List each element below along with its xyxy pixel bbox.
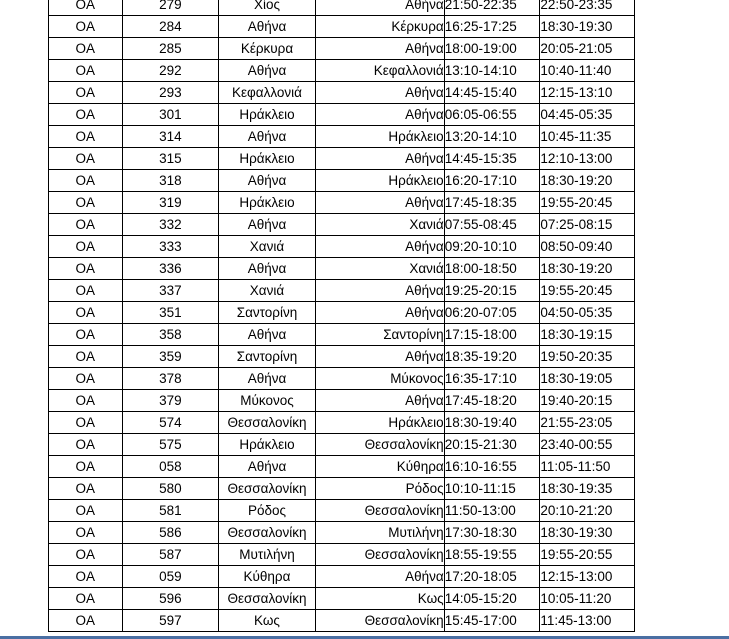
airline-cell: OA bbox=[49, 104, 123, 126]
airline-cell: OA bbox=[49, 500, 123, 522]
destination-cell: Σαντορίνη bbox=[315, 324, 444, 346]
time-window-1-cell: 15:45-17:00 bbox=[444, 610, 540, 632]
table-row bbox=[49, 522, 635, 544]
table-row bbox=[49, 456, 635, 478]
destination-cell: Θεσσαλονίκη bbox=[315, 610, 444, 632]
table-row bbox=[49, 346, 635, 368]
table-row bbox=[49, 192, 635, 214]
flight-number-cell: 333 bbox=[122, 236, 219, 258]
time-window-1-cell: 18:00-18:50 bbox=[444, 258, 540, 280]
airline-cell: OA bbox=[49, 60, 123, 82]
origin-cell: Ηράκλειο bbox=[219, 104, 316, 126]
origin-cell: Ηράκλειο bbox=[219, 434, 316, 456]
table-row bbox=[49, 236, 635, 258]
time-window-1-cell: 21:50-22:35 bbox=[444, 0, 540, 16]
time-window-2-cell: 10:45-11:35 bbox=[540, 126, 635, 148]
table-row bbox=[49, 170, 635, 192]
time-window-1-cell: 17:45-18:20 bbox=[444, 390, 540, 412]
origin-cell: Αθήνα bbox=[219, 258, 316, 280]
origin-cell: Ρόδος bbox=[219, 500, 316, 522]
time-window-2-cell: 18:30-19:15 bbox=[540, 324, 635, 346]
airline-cell: OA bbox=[49, 258, 123, 280]
time-window-1-cell: 13:10-14:10 bbox=[444, 60, 540, 82]
origin-cell: Μυτιλήνη bbox=[219, 544, 316, 566]
time-window-2-cell: 23:40-00:55 bbox=[540, 434, 635, 456]
table-row bbox=[49, 478, 635, 500]
time-window-1-cell: 20:15-21:30 bbox=[444, 434, 540, 456]
time-window-1-cell: 17:15-18:00 bbox=[444, 324, 540, 346]
airline-cell: OA bbox=[49, 544, 123, 566]
destination-cell: Κεφαλλονιά bbox=[315, 60, 444, 82]
time-window-1-cell: 16:20-17:10 bbox=[444, 170, 540, 192]
time-window-1-cell: 18:55-19:55 bbox=[444, 544, 540, 566]
airline-cell: OA bbox=[49, 434, 123, 456]
destination-cell: Αθήνα bbox=[315, 566, 444, 588]
destination-cell: Αθήνα bbox=[315, 236, 444, 258]
time-window-2-cell: 10:05-11:20 bbox=[540, 588, 635, 610]
time-window-2-cell: 18:30-19:30 bbox=[540, 16, 635, 38]
destination-cell: Θεσσαλονίκη bbox=[315, 544, 444, 566]
airline-cell: OA bbox=[49, 412, 123, 434]
origin-cell: Θεσσαλονίκη bbox=[219, 478, 316, 500]
table-row bbox=[49, 214, 635, 236]
airline-cell: OA bbox=[49, 478, 123, 500]
table-row bbox=[49, 324, 635, 346]
time-window-2-cell: 04:45-05:35 bbox=[540, 104, 635, 126]
airline-cell: OA bbox=[49, 302, 123, 324]
flight-number-cell: 301 bbox=[122, 104, 219, 126]
time-window-2-cell: 18:30-19:35 bbox=[540, 478, 635, 500]
time-window-2-cell: 22:50-23:35 bbox=[540, 0, 635, 16]
flight-number-cell: 279 bbox=[122, 0, 219, 16]
airline-cell: OA bbox=[49, 390, 123, 412]
table-row bbox=[49, 434, 635, 456]
airline-cell: OA bbox=[49, 82, 123, 104]
destination-cell: Αθήνα bbox=[315, 0, 444, 16]
flight-number-cell: 358 bbox=[122, 324, 219, 346]
table-row bbox=[49, 368, 635, 390]
destination-cell: Κύθηρα bbox=[315, 456, 444, 478]
origin-cell: Αθήνα bbox=[219, 60, 316, 82]
origin-cell: Κως bbox=[219, 610, 316, 632]
airline-cell: OA bbox=[49, 16, 123, 38]
table-row bbox=[49, 544, 635, 566]
time-window-1-cell: 18:00-19:00 bbox=[444, 38, 540, 60]
time-window-2-cell: 11:45-13:00 bbox=[540, 610, 635, 632]
table-row bbox=[49, 390, 635, 412]
origin-cell: Θεσσαλονίκη bbox=[219, 588, 316, 610]
flight-schedule-table bbox=[48, 0, 635, 632]
time-window-2-cell: 18:30-19:20 bbox=[540, 258, 635, 280]
table-row bbox=[49, 126, 635, 148]
time-window-1-cell: 16:35-17:10 bbox=[444, 368, 540, 390]
time-window-2-cell: 07:25-08:15 bbox=[540, 214, 635, 236]
table-row bbox=[49, 82, 635, 104]
origin-cell: Αθήνα bbox=[219, 214, 316, 236]
time-window-1-cell: 06:20-07:05 bbox=[444, 302, 540, 324]
destination-cell: Μυτιλήνη bbox=[315, 522, 444, 544]
time-window-1-cell: 17:30-18:30 bbox=[444, 522, 540, 544]
airline-cell: OA bbox=[49, 456, 123, 478]
flight-number-cell: 058 bbox=[122, 456, 219, 478]
table-row bbox=[49, 500, 635, 522]
airline-cell: OA bbox=[49, 588, 123, 610]
origin-cell: Κύθηρα bbox=[219, 566, 316, 588]
flight-number-cell: 580 bbox=[122, 478, 219, 500]
origin-cell: Θεσσαλονίκη bbox=[219, 412, 316, 434]
time-window-2-cell: 04:50-05:35 bbox=[540, 302, 635, 324]
table-row bbox=[49, 588, 635, 610]
flight-number-cell: 315 bbox=[122, 148, 219, 170]
destination-cell: Αθήνα bbox=[315, 346, 444, 368]
destination-cell: Ρόδος bbox=[315, 478, 444, 500]
time-window-1-cell: 13:20-14:10 bbox=[444, 126, 540, 148]
flight-number-cell: 292 bbox=[122, 60, 219, 82]
time-window-1-cell: 17:45-18:35 bbox=[444, 192, 540, 214]
destination-cell: Ηράκλειο bbox=[315, 126, 444, 148]
destination-cell: Ηράκλειο bbox=[315, 412, 444, 434]
time-window-1-cell: 17:20-18:05 bbox=[444, 566, 540, 588]
time-window-1-cell: 16:10-16:55 bbox=[444, 456, 540, 478]
flight-schedule-body bbox=[49, 0, 635, 632]
origin-cell: Αθήνα bbox=[219, 456, 316, 478]
destination-cell: Κέρκυρα bbox=[315, 16, 444, 38]
flight-number-cell: 318 bbox=[122, 170, 219, 192]
flight-number-cell: 351 bbox=[122, 302, 219, 324]
origin-cell: Σαντορίνη bbox=[219, 346, 316, 368]
time-window-2-cell: 19:50-20:35 bbox=[540, 346, 635, 368]
flight-number-cell: 379 bbox=[122, 390, 219, 412]
flight-number-cell: 332 bbox=[122, 214, 219, 236]
time-window-1-cell: 16:25-17:25 bbox=[444, 16, 540, 38]
flight-number-cell: 319 bbox=[122, 192, 219, 214]
flight-number-cell: 378 bbox=[122, 368, 219, 390]
time-window-2-cell: 08:50-09:40 bbox=[540, 236, 635, 258]
destination-cell: Αθήνα bbox=[315, 192, 444, 214]
origin-cell: Χανιά bbox=[219, 236, 316, 258]
origin-cell: Κεφαλλονιά bbox=[219, 82, 316, 104]
airline-cell: OA bbox=[49, 610, 123, 632]
flight-number-cell: 284 bbox=[122, 16, 219, 38]
airline-cell: OA bbox=[49, 192, 123, 214]
origin-cell: Κέρκυρα bbox=[219, 38, 316, 60]
table-row bbox=[49, 38, 635, 60]
time-window-2-cell: 19:55-20:55 bbox=[540, 544, 635, 566]
flight-number-cell: 575 bbox=[122, 434, 219, 456]
airline-cell: OA bbox=[49, 324, 123, 346]
time-window-2-cell: 18:30-19:20 bbox=[540, 170, 635, 192]
time-window-1-cell: 19:25-20:15 bbox=[444, 280, 540, 302]
destination-cell: Αθήνα bbox=[315, 104, 444, 126]
table-row bbox=[49, 566, 635, 588]
time-window-2-cell: 12:15-13:00 bbox=[540, 566, 635, 588]
flight-number-cell: 586 bbox=[122, 522, 219, 544]
origin-cell: Μύκονος bbox=[219, 390, 316, 412]
flight-number-cell: 596 bbox=[122, 588, 219, 610]
destination-cell: Αθήνα bbox=[315, 390, 444, 412]
origin-cell: Αθήνα bbox=[219, 170, 316, 192]
time-window-2-cell: 19:55-20:45 bbox=[540, 192, 635, 214]
origin-cell: Θεσσαλονίκη bbox=[219, 522, 316, 544]
airline-cell: OA bbox=[49, 280, 123, 302]
time-window-2-cell: 18:30-19:05 bbox=[540, 368, 635, 390]
origin-cell: Ηράκλειο bbox=[219, 148, 316, 170]
destination-cell: Αθήνα bbox=[315, 148, 444, 170]
destination-cell: Θεσσαλονίκη bbox=[315, 434, 444, 456]
airline-cell: OA bbox=[49, 346, 123, 368]
airline-cell: OA bbox=[49, 170, 123, 192]
origin-cell: Αθήνα bbox=[219, 126, 316, 148]
flight-number-cell: 285 bbox=[122, 38, 219, 60]
airline-cell: OA bbox=[49, 148, 123, 170]
flight-number-cell: 587 bbox=[122, 544, 219, 566]
time-window-1-cell: 10:10-11:15 bbox=[444, 478, 540, 500]
destination-cell: Θεσσαλονίκη bbox=[315, 500, 444, 522]
airline-cell: OA bbox=[49, 368, 123, 390]
table-row bbox=[49, 610, 635, 632]
time-window-2-cell: 10:40-11:40 bbox=[540, 60, 635, 82]
time-window-1-cell: 18:30-19:40 bbox=[444, 412, 540, 434]
origin-cell: Αθήνα bbox=[219, 16, 316, 38]
destination-cell: Αθήνα bbox=[315, 82, 444, 104]
origin-cell: Αθήνα bbox=[219, 324, 316, 346]
time-window-2-cell: 19:40-20:15 bbox=[540, 390, 635, 412]
destination-cell: Χανιά bbox=[315, 214, 444, 236]
time-window-2-cell: 12:10-13:00 bbox=[540, 148, 635, 170]
time-window-1-cell: 06:05-06:55 bbox=[444, 104, 540, 126]
time-window-1-cell: 14:45-15:35 bbox=[444, 148, 540, 170]
destination-cell: Αθήνα bbox=[315, 302, 444, 324]
destination-cell: Αθήνα bbox=[315, 280, 444, 302]
time-window-1-cell: 07:55-08:45 bbox=[444, 214, 540, 236]
time-window-1-cell: 18:35-19:20 bbox=[444, 346, 540, 368]
flight-number-cell: 293 bbox=[122, 82, 219, 104]
flight-number-cell: 337 bbox=[122, 280, 219, 302]
table-row bbox=[49, 258, 635, 280]
origin-cell: Ηράκλειο bbox=[219, 192, 316, 214]
flight-number-cell: 314 bbox=[122, 126, 219, 148]
origin-cell: Χανιά bbox=[219, 280, 316, 302]
flight-number-cell: 597 bbox=[122, 610, 219, 632]
time-window-2-cell: 21:55-23:05 bbox=[540, 412, 635, 434]
time-window-2-cell: 11:05-11:50 bbox=[540, 456, 635, 478]
destination-cell: Μύκονος bbox=[315, 368, 444, 390]
table-row bbox=[49, 0, 635, 16]
time-window-2-cell: 12:15-13:10 bbox=[540, 82, 635, 104]
time-window-2-cell: 20:10-21:20 bbox=[540, 500, 635, 522]
flight-number-cell: 581 bbox=[122, 500, 219, 522]
table-row bbox=[49, 148, 635, 170]
time-window-1-cell: 14:45-15:40 bbox=[444, 82, 540, 104]
time-window-2-cell: 20:05-21:05 bbox=[540, 38, 635, 60]
airline-cell: OA bbox=[49, 236, 123, 258]
destination-cell: Ηράκλειο bbox=[315, 170, 444, 192]
origin-cell: Σαντορίνη bbox=[219, 302, 316, 324]
table-row bbox=[49, 16, 635, 38]
destination-cell: Χανιά bbox=[315, 258, 444, 280]
table-row bbox=[49, 104, 635, 126]
airline-cell: OA bbox=[49, 38, 123, 60]
airline-cell: OA bbox=[49, 126, 123, 148]
time-window-2-cell: 18:30-19:30 bbox=[540, 522, 635, 544]
airline-cell: OA bbox=[49, 522, 123, 544]
time-window-1-cell: 11:50-13:00 bbox=[444, 500, 540, 522]
origin-cell: Χίος bbox=[219, 0, 316, 16]
origin-cell: Αθήνα bbox=[219, 368, 316, 390]
table-row bbox=[49, 412, 635, 434]
destination-cell: Αθήνα bbox=[315, 38, 444, 60]
airline-cell: OA bbox=[49, 566, 123, 588]
flight-number-cell: 059 bbox=[122, 566, 219, 588]
airline-cell: OA bbox=[49, 0, 123, 16]
table-row bbox=[49, 302, 635, 324]
flight-number-cell: 359 bbox=[122, 346, 219, 368]
flight-number-cell: 336 bbox=[122, 258, 219, 280]
flight-number-cell: 574 bbox=[122, 412, 219, 434]
table-row bbox=[49, 280, 635, 302]
destination-cell: Κως bbox=[315, 588, 444, 610]
time-window-1-cell: 09:20-10:10 bbox=[444, 236, 540, 258]
airline-cell: OA bbox=[49, 214, 123, 236]
time-window-2-cell: 19:55-20:45 bbox=[540, 280, 635, 302]
time-window-1-cell: 14:05-15:20 bbox=[444, 588, 540, 610]
table-row bbox=[49, 60, 635, 82]
